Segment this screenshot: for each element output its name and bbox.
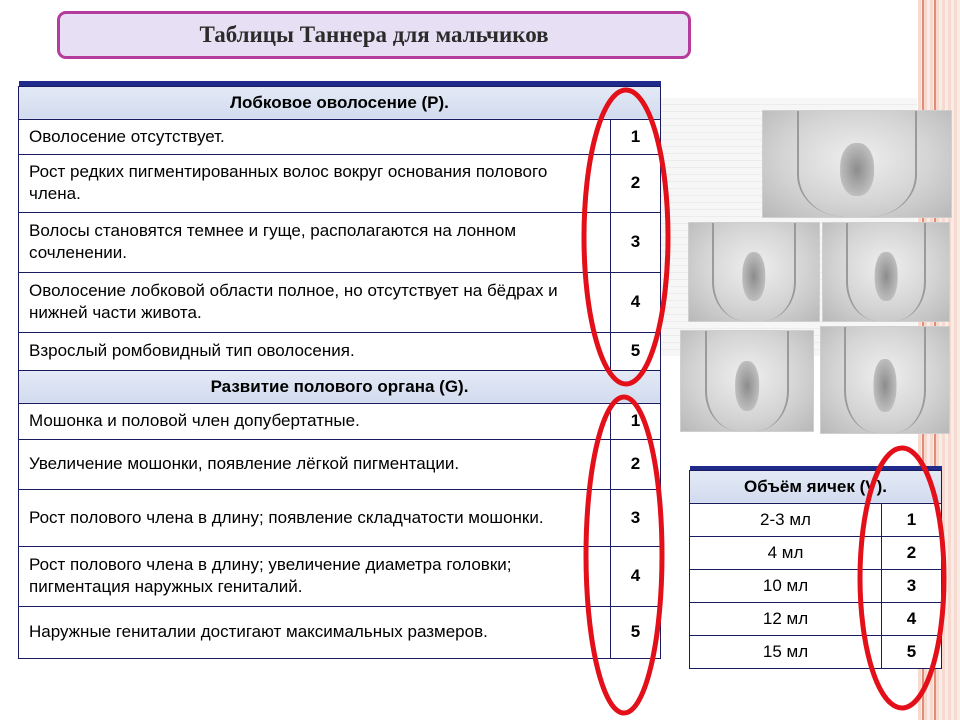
pubic-hair-desc-2: Рост редких пигментированных волос вокруг основания полового члена. <box>19 154 611 212</box>
pubic-hair-stage-4: 4 <box>611 272 661 332</box>
stage-photo-4 <box>680 330 814 432</box>
pubic-hair-desc-4: Оволосение лобковой области полное, но отсутствует на бёдрах и нижней части живота. <box>19 272 611 332</box>
stage-photo-2 <box>688 222 820 322</box>
stage-photo-3 <box>822 222 950 322</box>
testis-stage-3: 3 <box>882 569 942 602</box>
genital-desc-1: Мошонка и половой член допубертатные. <box>19 403 611 439</box>
genital-stage-3: 3 <box>611 489 661 546</box>
stage-photo-1 <box>762 110 952 218</box>
tanner-stages-table <box>18 81 661 659</box>
genital-stage-1: 1 <box>611 403 661 439</box>
testis-volume-5: 15 мл <box>690 635 882 668</box>
genital-stage-2: 2 <box>611 439 661 489</box>
testis-volume-4: 12 мл <box>690 602 882 635</box>
genital-desc-4: Рост полового члена в длину; увеличение диаметра головки; пигментация наружных гениталий. <box>19 546 611 606</box>
testis-volume-header: Объём яичек (V). <box>690 470 942 503</box>
pubic-hair-desc-3: Волосы становятся темнее и гуще, располагаются на лонном сочленении. <box>19 212 611 272</box>
pubic-hair-header: Лобковое оволосение (P). <box>19 86 661 119</box>
pubic-hair-stage-1: 1 <box>611 119 661 154</box>
stage-photo-5 <box>820 326 950 434</box>
genital-header: Развитие полового органа (G). <box>19 370 661 403</box>
genital-stage-4: 4 <box>611 546 661 606</box>
testis-volume-2: 4 мл <box>690 536 882 569</box>
pubic-hair-desc-5: Взрослый ромбовидный тип оволосения. <box>19 332 611 370</box>
testis-stage-4: 4 <box>882 602 942 635</box>
testis-stage-2: 2 <box>882 536 942 569</box>
testis-stage-1: 1 <box>882 503 942 536</box>
genital-desc-2: Увеличение мошонки, появление лёгкой пигментации. <box>19 439 611 489</box>
testis-volume-3: 10 мл <box>690 569 882 602</box>
pubic-hair-stage-3: 3 <box>611 212 661 272</box>
testis-stage-5: 5 <box>882 635 942 668</box>
testis-volume-1: 2-3 мл <box>690 503 882 536</box>
testis-volume-table <box>689 466 942 669</box>
pubic-hair-stage-5: 5 <box>611 332 661 370</box>
pubic-hair-desc-1: Оволосение отсутствует. <box>19 119 611 154</box>
slide-title: Таблицы Таннера для мальчиков <box>57 11 691 59</box>
genital-desc-3: Рост полового члена в длину; появление складчатости мошонки. <box>19 489 611 546</box>
pubic-hair-stage-2: 2 <box>611 154 661 212</box>
genital-stage-5: 5 <box>611 606 661 658</box>
genital-desc-5: Наружные гениталии достигают максимальных размеров. <box>19 606 611 658</box>
